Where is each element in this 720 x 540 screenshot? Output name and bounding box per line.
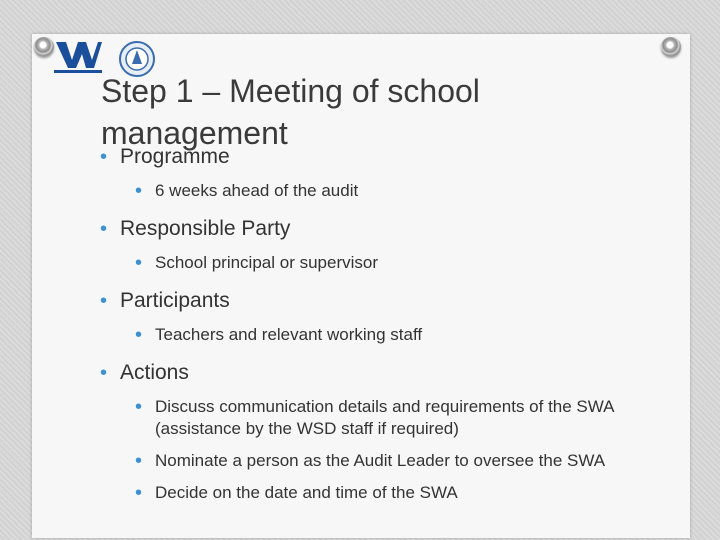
sub-bullet: • Decide on the date and time of the SWA <box>135 482 458 504</box>
pin-icon <box>661 37 681 57</box>
sub-bullet: • Nominate a person as the Audit Leader to oversee the SWA <box>135 450 606 472</box>
wsd-logo-icon <box>52 38 104 78</box>
bullet-icon: • <box>100 146 108 168</box>
slide-title: Step 1 – Meeting of school management <box>101 73 480 151</box>
sub-bullet: • School principal or supervisor <box>135 252 378 274</box>
bullet-icon: • <box>135 324 143 346</box>
bullet-programme: • Programme <box>100 145 230 168</box>
sub-bullet: • Teachers and relevant working staff <box>135 324 423 346</box>
bullet-icon: • <box>135 482 143 504</box>
bullet-list <box>100 144 670 504</box>
bullet-responsible-party: • Responsible Party <box>100 217 291 240</box>
bullet-icon: • <box>135 396 143 418</box>
sub-bullet: • 6 weeks ahead of the audit <box>135 180 359 202</box>
bullet-icon: • <box>100 362 108 384</box>
bullet-icon: • <box>100 218 108 240</box>
bullet-icon: • <box>135 252 143 274</box>
bullet-icon: • <box>100 290 108 312</box>
pin-icon <box>34 37 54 57</box>
bullet-icon: • <box>135 450 143 472</box>
bullet-actions: • Actions <box>100 361 189 384</box>
bullet-icon: • <box>135 180 143 202</box>
bullet-participants: • Participants <box>100 289 230 312</box>
sub-bullet: • Discuss communication details and requirements of the SWA (assistance by the WSD staff if required) <box>135 396 614 438</box>
